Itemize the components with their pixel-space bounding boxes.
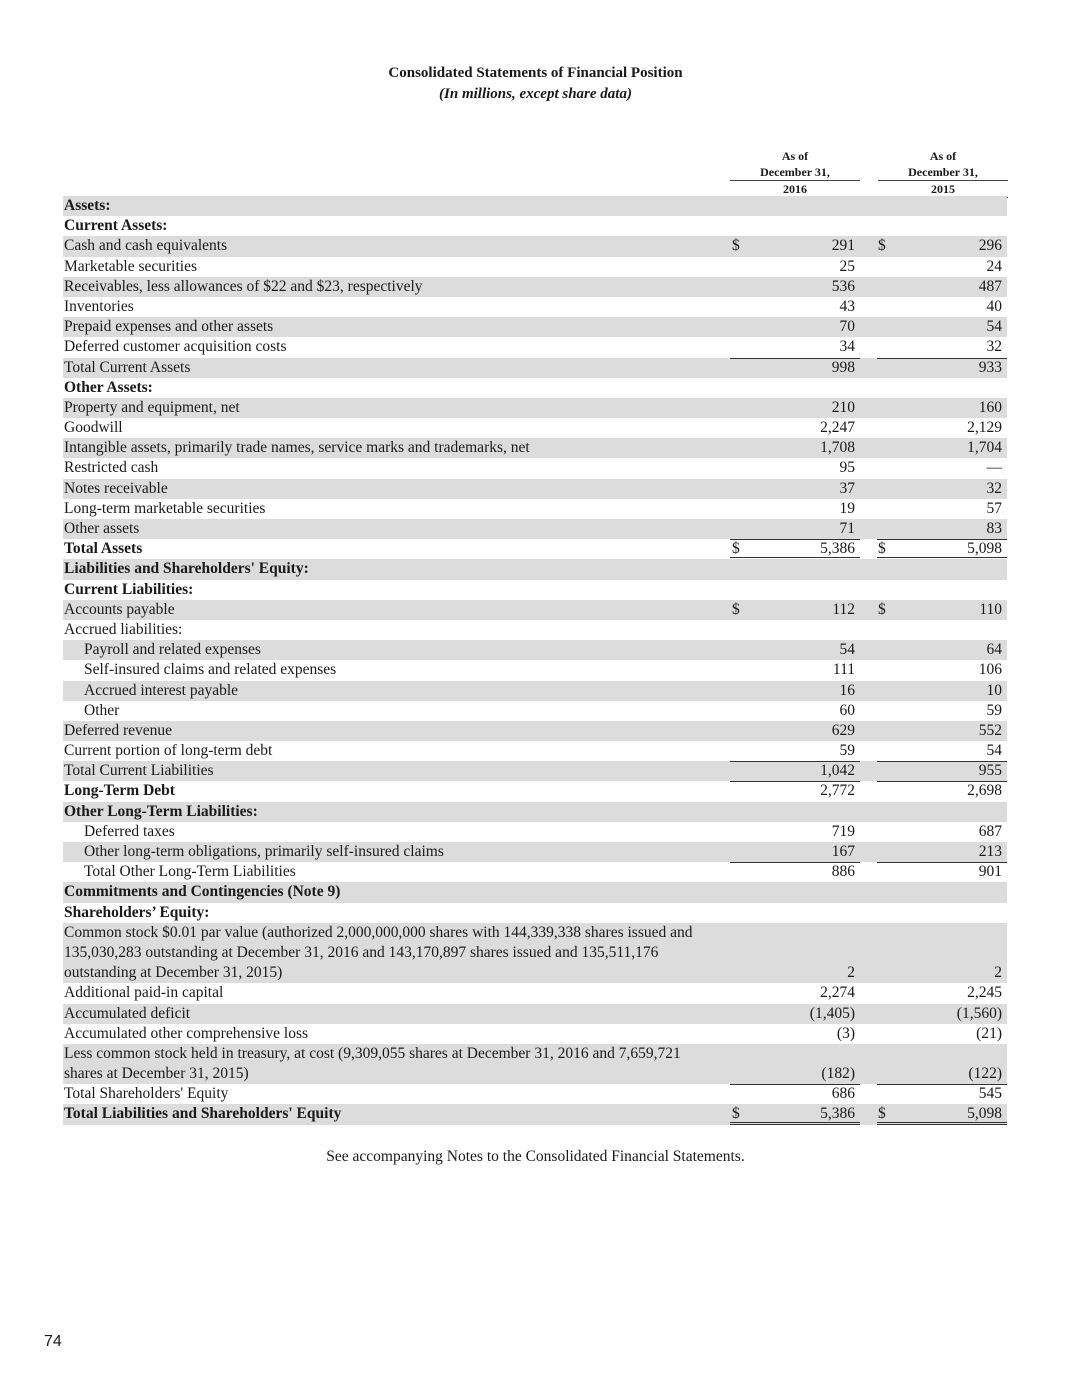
column-header-line: December 31, (878, 164, 1008, 181)
value-2016: 34 (839, 338, 855, 356)
currency-symbol: $ (732, 600, 740, 618)
subtotal-rule (730, 781, 860, 782)
table-row (63, 903, 1007, 923)
table-row (63, 802, 1007, 822)
row-label: Total Assets (64, 540, 143, 558)
value-2015: 160 (978, 398, 1002, 416)
value-2015: 213 (978, 843, 1002, 860)
value-2016: 886 (831, 863, 855, 881)
subtotal-rule (730, 539, 860, 540)
value-2016: 210 (831, 398, 855, 416)
value-2015: 57 (986, 499, 1002, 517)
row-label: Restricted cash (64, 459, 159, 477)
column-header-2016 (730, 148, 860, 198)
value-2016: 536 (831, 277, 855, 295)
value-2015: 545 (978, 1085, 1002, 1103)
value-2016: 43 (839, 297, 855, 315)
table-row (63, 479, 1007, 499)
total-double-rule (730, 1120, 860, 1125)
value-2016: 60 (839, 701, 855, 719)
value-2016: 16 (839, 681, 855, 699)
footnote: See accompanying Notes to the Consolidated Financial Statements. (326, 1148, 745, 1165)
subtotal-rule (877, 761, 1007, 762)
column-header-2015 (878, 148, 1008, 198)
table-row (63, 216, 1007, 236)
value-2016: 5,386 (820, 540, 855, 558)
row-label: Total Liabilities and Shareholders' Equity (64, 1105, 342, 1123)
table-row (63, 458, 1007, 478)
value-2016: 54 (839, 641, 855, 659)
value-2016: 5,386 (820, 1105, 855, 1123)
row-label: Goodwill (64, 419, 123, 437)
value-2015: 59 (986, 701, 1002, 719)
row-label: Current Assets: (64, 217, 168, 235)
balance-sheet-table (63, 196, 1007, 1125)
column-header-line: As of (781, 149, 809, 163)
value-2016: 95 (839, 459, 855, 477)
table-row (63, 236, 1007, 256)
value-2015: 54 (986, 318, 1002, 336)
table-row (63, 1044, 1007, 1084)
value-2015: 901 (978, 863, 1002, 881)
row-label: Other assets (64, 520, 140, 537)
currency-symbol: $ (878, 237, 886, 255)
table-row (63, 418, 1007, 438)
value-2016: 71 (839, 520, 855, 537)
row-label: Current Liabilities: (64, 580, 194, 598)
table-row (63, 882, 1007, 902)
table-row (63, 822, 1007, 842)
value-2015: (21) (976, 1024, 1002, 1042)
subtotal-rule (877, 358, 1007, 359)
table-row (63, 398, 1007, 418)
value-2015: 2 (994, 964, 1002, 982)
value-2015: 32 (986, 479, 1002, 497)
table-row (63, 438, 1007, 458)
row-label: Liabilities and Shareholders' Equity: (64, 560, 309, 578)
value-2015: 5,098 (967, 1105, 1002, 1123)
value-2016: 167 (831, 843, 855, 860)
value-2015: 64 (986, 641, 1002, 659)
value-2016: 2,274 (820, 984, 855, 1002)
table-row (63, 1024, 1007, 1044)
value-2015: 2,245 (967, 984, 1002, 1002)
row-label: Accrued interest payable (84, 681, 239, 699)
row-label: Common stock $0.01 par value (authorized 2,000,000,000 shares with 144,339,338 shares issued and 135,030,283 outstanding at December 31, 2016 and 143,170,897 shares issued and 135,511,176 outstanding at December 31, 2015) (64, 923, 693, 982)
row-label: Prepaid expenses and other assets (64, 318, 274, 336)
value-2016: 19 (839, 499, 855, 517)
currency-symbol: $ (878, 1105, 886, 1123)
value-2015: (1,560) (956, 1004, 1002, 1022)
table-row (63, 640, 1007, 660)
row-label: Receivables, less allowances of $22 and $23, respectively (64, 277, 423, 295)
table-row (63, 983, 1007, 1003)
table-row (63, 1004, 1007, 1024)
row-label: Total Other Long-Term Liabilities (84, 863, 296, 881)
page-number: 74 (44, 1333, 62, 1350)
row-label: Commitments and Contingencies (Note 9) (64, 883, 341, 901)
table-row (63, 842, 1007, 862)
value-2015: 24 (986, 257, 1002, 275)
value-2015: 110 (979, 600, 1002, 618)
table-row (63, 660, 1007, 680)
row-label: Cash and cash equivalents (64, 237, 228, 255)
table-row (63, 781, 1007, 801)
row-label: Accounts payable (64, 600, 175, 618)
value-2015: 54 (986, 742, 1002, 760)
table-row (63, 761, 1007, 781)
table-row (63, 559, 1007, 579)
row-label: Deferred revenue (64, 721, 172, 739)
value-2016: 686 (831, 1085, 855, 1103)
value-2016: 1,042 (820, 762, 855, 780)
value-2015: — (986, 459, 1002, 477)
column-header-line: December 31, (730, 164, 860, 181)
subtotal-rule (877, 539, 1007, 540)
value-2015: 40 (986, 297, 1002, 315)
row-label: Shareholders’ Equity: (64, 903, 210, 921)
column-header-line: 2016 (730, 181, 860, 198)
subtotal-rule (877, 1084, 1007, 1085)
value-2016: 112 (832, 600, 855, 618)
row-label: Accumulated deficit (64, 1004, 191, 1022)
value-2016: 59 (839, 742, 855, 760)
row-label: Other (84, 701, 120, 719)
currency-symbol: $ (732, 540, 740, 558)
row-label: Additional paid-in capital (64, 984, 224, 1002)
table-row (63, 1084, 1007, 1104)
table-row (63, 378, 1007, 398)
row-label: Total Shareholders' Equity (64, 1085, 229, 1103)
table-row (63, 721, 1007, 741)
value-2015: 955 (978, 762, 1002, 780)
value-2016: 2 (847, 964, 855, 982)
row-label: Total Current Liabilities (64, 762, 214, 780)
value-2016: 629 (831, 721, 855, 739)
table-row (63, 681, 1007, 701)
value-2016: 2,772 (820, 782, 855, 800)
value-2015: 552 (978, 721, 1002, 739)
subtotal-rule (877, 781, 1007, 782)
subtotal-rule (730, 358, 860, 359)
row-label: Notes receivable (64, 479, 168, 497)
row-label: Deferred customer acquisition costs (64, 338, 287, 356)
value-2015: 10 (986, 681, 1002, 699)
table-row (63, 600, 1007, 620)
currency-symbol: $ (878, 540, 886, 558)
currency-symbol: $ (732, 1105, 740, 1123)
row-label: Current portion of long-term debt (64, 742, 273, 760)
row-label: Property and equipment, net (64, 398, 240, 416)
row-label: Other long-term obligations, primarily self-insured claims (84, 843, 444, 860)
table-row (63, 701, 1007, 721)
value-2016: 719 (831, 822, 855, 840)
value-2015: 687 (978, 822, 1002, 840)
subtotal-rule (730, 1084, 860, 1085)
value-2016: (1,405) (809, 1004, 855, 1022)
value-2016: 25 (839, 257, 855, 275)
table-row (63, 519, 1007, 539)
value-2015: 83 (986, 520, 1002, 537)
table-row (63, 862, 1007, 882)
page-subtitle: (In millions, except share data) (439, 86, 632, 102)
value-2015: 32 (986, 338, 1002, 356)
row-label: Intangible assets, primarily trade names, service marks and trademarks, net (64, 439, 530, 457)
row-label: Other Long-Term Liabilities: (64, 802, 258, 820)
row-label: Less common stock held in treasury, at cost (9,309,055 shares at December 31, 2016 and 7,659,721 shares at December 31, 2015) (64, 1044, 681, 1083)
row-label: Accrued liabilities: (64, 620, 183, 638)
row-label: Assets: (64, 197, 111, 214)
row-label: Marketable securities (64, 257, 197, 275)
value-2016: 291 (831, 237, 855, 255)
table-row (63, 297, 1007, 317)
value-2015: 933 (978, 358, 1002, 376)
value-2016: 37 (839, 479, 855, 497)
table-row (63, 580, 1007, 600)
table-row (63, 539, 1007, 559)
row-label: Deferred taxes (84, 822, 175, 840)
table-row (63, 317, 1007, 337)
subtotal-rule (730, 761, 860, 762)
value-2015: 2,129 (967, 419, 1002, 437)
value-2016: (182) (821, 1065, 855, 1083)
currency-symbol: $ (732, 237, 740, 255)
page-title: Consolidated Statements of Financial Position (388, 65, 683, 81)
row-label: Other Assets: (64, 378, 153, 396)
currency-symbol: $ (878, 600, 886, 618)
table-row (63, 337, 1007, 357)
value-2016: 998 (831, 358, 855, 376)
value-2015: (122) (968, 1065, 1002, 1083)
column-header-line: As of (929, 149, 957, 163)
value-2016: 1,708 (820, 439, 855, 457)
row-label: Long-Term Debt (64, 782, 175, 800)
value-2016: 70 (839, 318, 855, 336)
value-2015: 2,698 (967, 782, 1002, 800)
row-label: Self-insured claims and related expenses (84, 661, 337, 679)
table-row (63, 257, 1007, 277)
row-label: Total Current Assets (64, 358, 191, 376)
value-2015: 296 (978, 237, 1002, 255)
value-2015: 106 (978, 661, 1002, 679)
row-label: Payroll and related expenses (84, 641, 261, 659)
row-label: Long-term marketable securities (64, 499, 266, 517)
table-row (63, 923, 1007, 984)
subtotal-rule (877, 862, 1007, 863)
value-2015: 1,704 (967, 439, 1002, 457)
value-2016: 111 (832, 661, 855, 679)
subtotal-rule (730, 862, 860, 863)
table-row (63, 1104, 1007, 1124)
value-2015: 5,098 (967, 540, 1002, 558)
value-2016: 2,247 (820, 419, 855, 437)
value-2016: (3) (836, 1024, 855, 1042)
value-2015: 487 (978, 277, 1002, 295)
table-row (63, 196, 1007, 216)
table-row (63, 358, 1007, 378)
table-row (63, 277, 1007, 297)
total-double-rule (877, 1120, 1007, 1125)
column-header-line: 2015 (878, 181, 1008, 198)
table-row (63, 620, 1007, 640)
table-row (63, 741, 1007, 761)
table-row (63, 499, 1007, 519)
row-label: Accumulated other comprehensive loss (64, 1024, 309, 1042)
row-label: Inventories (64, 297, 134, 315)
